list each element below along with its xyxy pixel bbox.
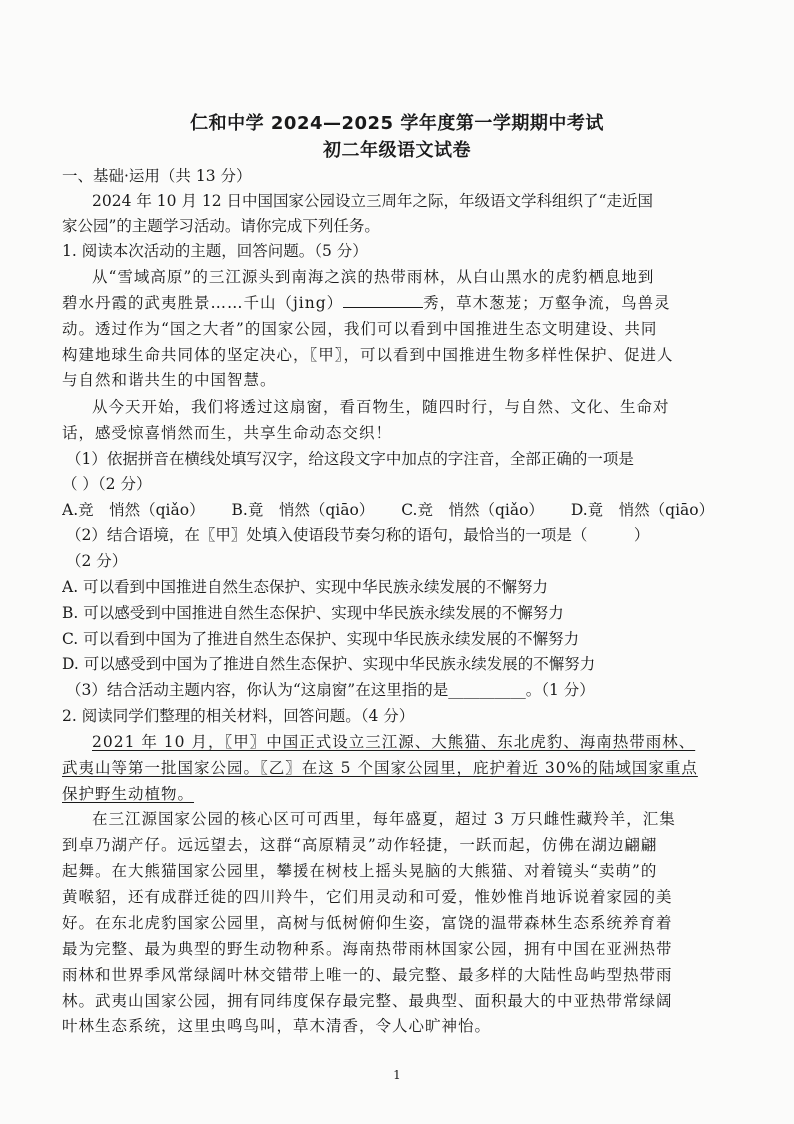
option-b[interactable]: B.竟 悄然（qiāo） — [231, 501, 375, 519]
material-line: 雨林和世界季风常绿阔叶林交错带上唯一的、最完整、最多样的大陆性岛屿型热带雨 — [62, 966, 673, 984]
material-line: 2021 年 10 月，〖甲〗中国正式设立三江源、大熊猫、东北虎豹、海南热带雨林、 — [92, 733, 696, 751]
section-heading: 一、基础·运用（共 13 分） — [62, 167, 252, 185]
material-line: 林。武夷山国家公园，拥有同纬度保存最完整、最典型、面积最大的中亚热带常绿阔 — [62, 992, 673, 1010]
passage-line: 构建地球生命共同体的坚定决心，〖甲〗，可以看到中国推进生物多样性保护、促进人 — [62, 346, 674, 364]
material-line: 起舞。在大熊猫国家公园里，攀援在树枝上摇头晃脑的大熊猫、对着镜头“卖萌”的 — [62, 862, 658, 880]
exam-subtitle: 初二年级语文试卷 — [323, 140, 471, 161]
sub-question-2: （2）结合语境，在〖甲〗处填入使语段节奏匀称的语句，最恰当的一项是（ ） — [66, 526, 650, 544]
material-line: 在三江源国家公园的核心区可可西里，每年盛夏，超过 3 万只雌性藏羚羊，汇集 — [92, 810, 676, 828]
options-row — [62, 497, 752, 523]
material-line: 叶林生态系统，这里虫鸣鸟叫，草木清香，令人心旷神怡。 — [62, 1017, 492, 1035]
page-number: 1 — [393, 1068, 401, 1082]
option-d[interactable]: D.竟 悄然（qiāo） — [570, 501, 715, 519]
exam-title: 仁和中学 2024—2025 学年度第一学期期中考试 — [190, 113, 604, 134]
option-a[interactable]: A. 可以看到中国推进自然生态保护、实现中华民族永续发展的不懈努力 — [62, 578, 549, 596]
passage-line: 与自然和谐共生的中国智慧。 — [62, 371, 277, 389]
sub-question-1: （1）依据拼音在横线处填写汉字，给这段文字中加点的字注音，全部正确的一项是 — [66, 450, 634, 468]
material-line: 武夷山等第一批国家公园。〖乙〗在这 5 个国家公园里，庇护着近 30%的陆域国家重点 — [62, 759, 698, 777]
passage-line: 话，感受惊喜悄然而生，共享生命动态交织！ — [62, 424, 393, 442]
passage-line — [62, 290, 752, 316]
material-line: 黄喉貂，还有成群迁徙的四川羚牛，它们用灵动和可爱，惟妙惟肖地诉说着家园的美 — [62, 888, 673, 906]
question-2: 2. 阅读同学们整理的相关材料，回答问题。（4 分） — [62, 707, 415, 725]
sub-question-1-points: （ ）（2 分） — [62, 475, 152, 493]
option-b[interactable]: B. 可以感受到中国推进自然生态保护、实现中华民族永续发展的不懈努力 — [62, 604, 564, 622]
sub-question-2-points: （2 分） — [66, 552, 128, 570]
passage-text: 秀，草木葱茏；万壑争流，鸟兽灵 — [423, 294, 671, 312]
material-line: 保护野生动植物。 — [62, 785, 195, 803]
material-line: 到卓乃湖产仔。远远望去，这群“高原精灵”动作轻捷，一跃而起，仿佛在湖边翩翩 — [62, 836, 658, 854]
material-line: 最为完整、最为典型的野生动物种系。海南热带雨林国家公园，拥有中国在亚洲热带 — [62, 940, 673, 958]
material-line: 好。在东北虎豹国家公园里，高树与低树俯仰生姿，富饶的温带森林生态系统养育着 — [62, 914, 673, 932]
question-1: 1. 阅读本次活动的主题，回答问题。（5 分） — [62, 242, 368, 260]
option-d[interactable]: D. 可以感受到中国为了推进自然生态保护、实现中华民族永续发展的不懈努力 — [62, 655, 596, 673]
passage-text: 碧水丹霞的武夷胜景……千山（jing） — [62, 294, 344, 312]
option-c[interactable]: C.竞 悄然（qiǎo） — [401, 501, 544, 519]
passage-line: 从“雪域高原”的三江源头到南海之滨的热带雨林，从白山黑水的虎豹栖息地到 — [92, 268, 655, 286]
intro-line-2: 家公园”的主题学习活动。请你完成下列任务。 — [62, 217, 380, 235]
sub-question-3: （3）结合活动主题内容，你认为“这扇窗”在这里指的是__________。（1 分） — [66, 681, 595, 699]
option-c[interactable]: C. 可以看到中国为了推进自然生态保护、实现中华民族永续发展的不懈努力 — [62, 630, 580, 648]
fill-blank[interactable] — [343, 293, 423, 308]
option-a[interactable]: A.竞 悄然（qiǎo） — [62, 501, 205, 519]
passage-line: 动。透过作为“国之大者”的国家公园，我们可以看到中国推进生态文明建设、共同 — [62, 320, 658, 338]
passage-line: 从今天开始，我们将透过这扇窗，看百物生，随四时行，与自然、文化、生命对 — [92, 398, 670, 416]
intro-line-1: 2024 年 10 月 12 日中国国家公园设立三周年之际，年级语文学科组织了“走近国 — [92, 192, 653, 210]
